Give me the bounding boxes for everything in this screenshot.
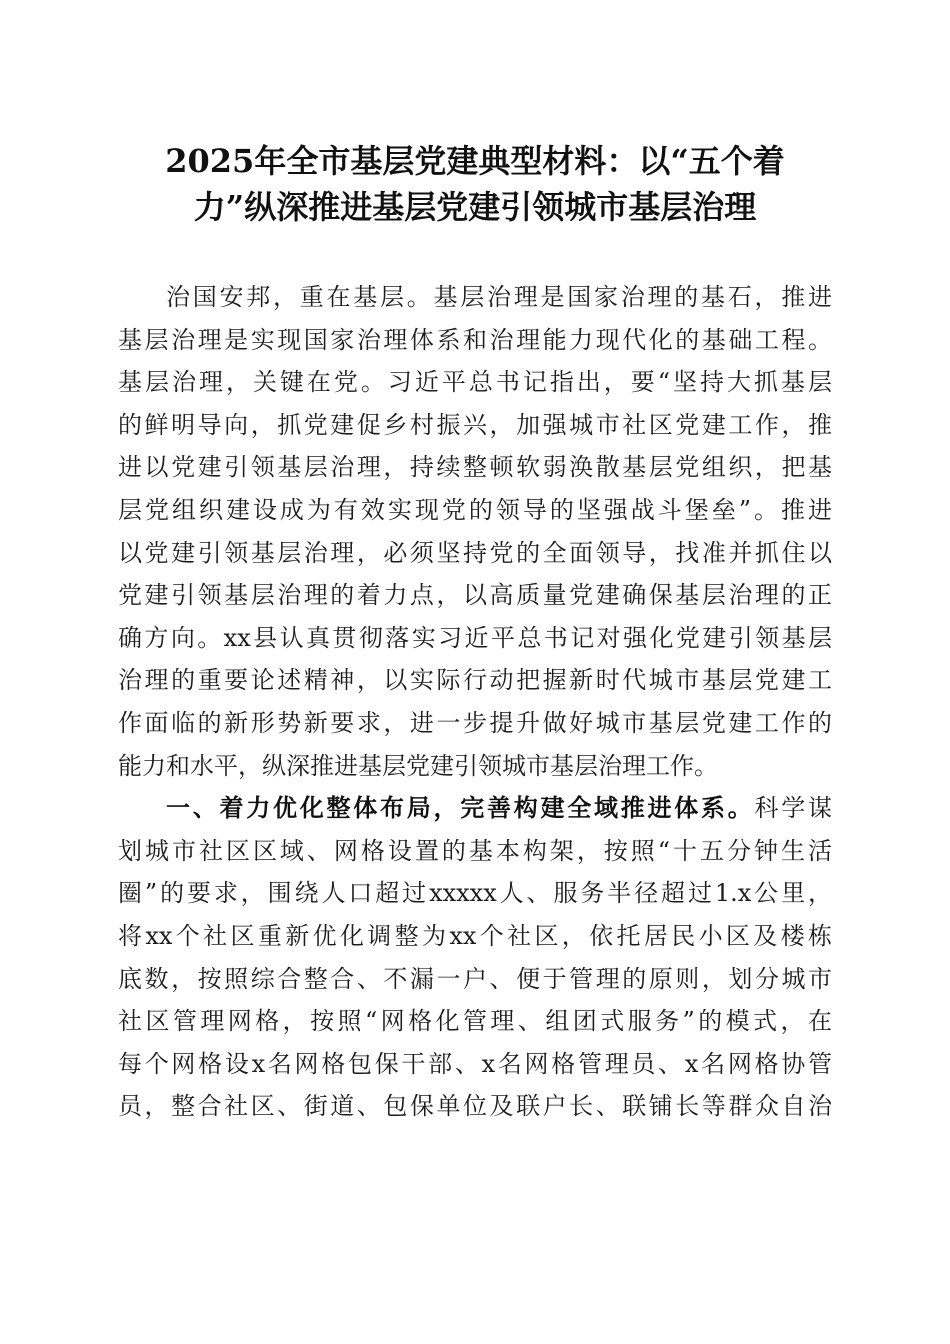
document-body [118, 276, 832, 1128]
paragraph-line: 基层治理是实现国家治理体系和治理能力现代化的基础工程。 [118, 325, 832, 354]
paragraph-line: 进以党建引领基层治理，持续整顿软弱涣散基层党组织，把基 [118, 453, 832, 482]
paragraph-line: 划城市社区区域、网格设置的基本构架，按照“十五分钟生活 [118, 836, 832, 865]
document-title [118, 138, 832, 230]
paragraph-line: 党建引领基层治理的着力点，以高质量党建确保基层治理的正 [118, 581, 832, 610]
paragraph-line: 每个网格设x名网格包保干部、x名网格管理员、x名网格协管 [118, 1049, 832, 1078]
paragraph-line: 底数，按照综合整合、不漏一户、便于管理的原则，划分城市 [118, 964, 832, 993]
paragraph-line: 圈”的要求，围绕人口超过xxxxx人、服务半径超过1.x公里， [118, 879, 832, 908]
paragraph-line: 确方向。xx县认真贯彻落实习近平总书记对强化党建引领基层 [118, 623, 832, 652]
intro-paragraph [118, 276, 832, 787]
title-line-1: 2025年全市基层党建典型材料：以“五个着 [165, 142, 785, 180]
paragraph-line: 能力和水平，纵深推进基层党建引领城市基层治理工作。 [118, 751, 718, 780]
paragraph-line: 将xx个社区重新优化调整为xx个社区，依托居民小区及楼栋 [118, 921, 832, 950]
section-1-first-line-rest: 科学谋 [754, 794, 832, 823]
paragraph-line: 作面临的新形势新要求，进一步提升做好城市基层党建工作的 [118, 708, 832, 737]
paragraph-line: 社区管理网格，按照“网格化管理、组团式服务”的模式，在 [118, 1007, 832, 1036]
paragraph-line: 以党建引领基层治理，必须坚持党的全面领导，找准并抓住以 [118, 538, 832, 567]
section-1-paragraph [118, 787, 832, 1128]
paragraph-line: 治国安邦，重在基层。基层治理是国家治理的基石，推进 [166, 283, 832, 311]
paragraph-line: 的鲜明导向，抓党建促乡村振兴，加强城市社区党建工作，推 [118, 410, 832, 439]
section-1-first-line [118, 787, 832, 830]
title-line-2: 力”纵深推进基层党建引领城市基层治理 [193, 188, 757, 226]
section-1-heading: 一、着力优化整体布局，完善构建全域推进体系。 [166, 794, 755, 823]
paragraph-line: 基层治理，关键在党。习近平总书记指出，要“坚持大抓基层 [118, 368, 832, 397]
paragraph-line: 员，整合社区、街道、包保单位及联户长、联铺长等群众自治 [118, 1092, 832, 1121]
paragraph-line: 治理的重要论述精神，以实际行动把握新时代城市基层党建工 [118, 666, 832, 695]
paragraph-line: 层党组织建设成为有效实现党的领导的坚强战斗堡垒”。推进 [118, 495, 832, 524]
